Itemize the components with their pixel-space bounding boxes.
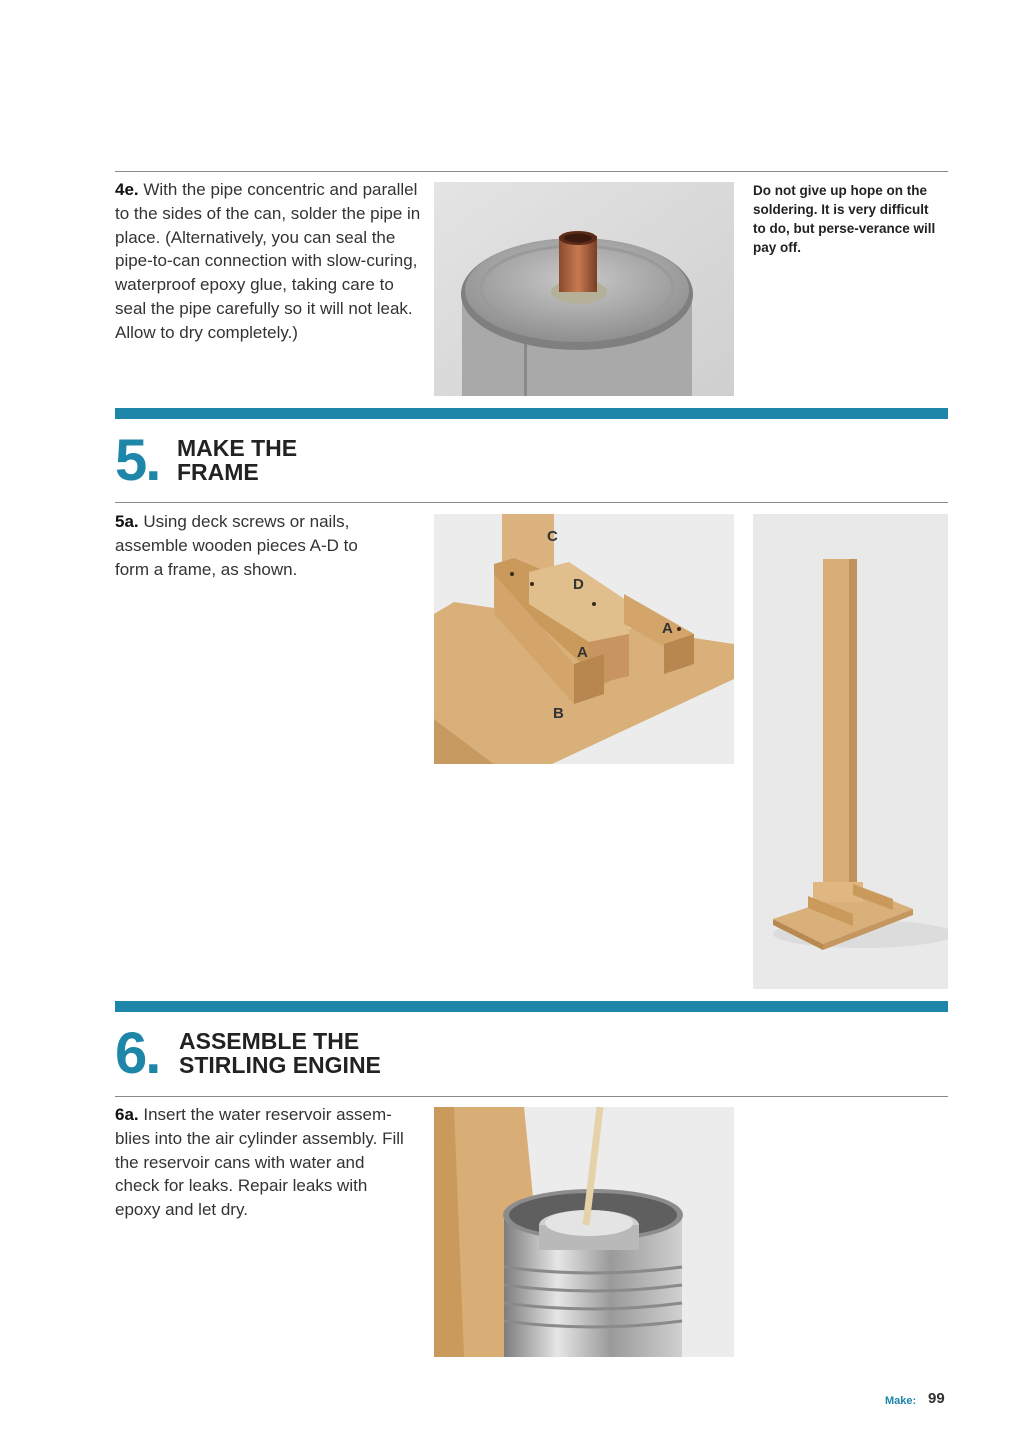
section-5-title-line2: FRAME (177, 459, 259, 485)
section-5-digit: 5 (115, 428, 146, 493)
section-5-dot: . (145, 428, 160, 493)
top-divider (115, 171, 948, 172)
can-pipe-photo (434, 182, 734, 396)
frame-label-a-right: A (662, 620, 673, 637)
frame-label-d: D (573, 576, 584, 593)
section-6-title-line2: STIRLING ENGINE (179, 1052, 381, 1078)
step-6a-text (115, 1103, 407, 1222)
section-5-number (115, 428, 160, 493)
step-5a-label: 5a. (115, 512, 139, 531)
section-6-number (115, 1021, 160, 1086)
step-5a-body: Using deck screws or nails, assemble wooden pieces A-D to form a frame, as shown. (115, 512, 358, 579)
footer-brand: Make: (885, 1395, 917, 1407)
soldering-tip-note: Do not give up hope on the soldering. It is very difficult to do, but perse-verance will pay off. (753, 183, 936, 255)
section-5-title (177, 436, 297, 484)
step-5a-text (115, 510, 365, 581)
section-6-title (179, 1029, 381, 1077)
frame-base-photo (434, 514, 734, 764)
section-5-bar (115, 408, 948, 419)
section-6-dot: . (145, 1021, 160, 1086)
section-6-digit: 6 (115, 1021, 146, 1086)
section-6-bar (115, 1001, 948, 1012)
step-4e-body: With the pipe concentric and parallel to the sides of the can, solder the pipe in place. (Alternatively, you can seal the pipe-to-can connection with slow-curing, waterproof epoxy glue, taking care to seal the pipe carefully so it will not leak. Allow to dry completely.) (115, 180, 421, 342)
frame-label-a-left: A (577, 644, 588, 661)
frame-label-b: B (553, 705, 564, 722)
section-6-title-line1: ASSEMBLE THE (179, 1028, 360, 1054)
step-6a-label: 6a. (115, 1105, 139, 1124)
step-4e-label: 4e. (115, 180, 139, 199)
section-6-divider (115, 1096, 948, 1097)
step-6a-body: Insert the water reservoir assem-blies into the air cylinder assembly. Fill the reservoir cans with water and check for leaks. Repair leaks with epoxy and let dry. (115, 1105, 404, 1220)
page-number: 99 (928, 1390, 945, 1407)
section-5-title-line1: MAKE THE (177, 435, 298, 461)
section-5-divider (115, 502, 948, 503)
reservoir-assembly-photo (434, 1107, 734, 1357)
step-4e-text (115, 178, 425, 345)
full-frame-photo (753, 514, 948, 989)
frame-label-c: C (547, 528, 558, 545)
